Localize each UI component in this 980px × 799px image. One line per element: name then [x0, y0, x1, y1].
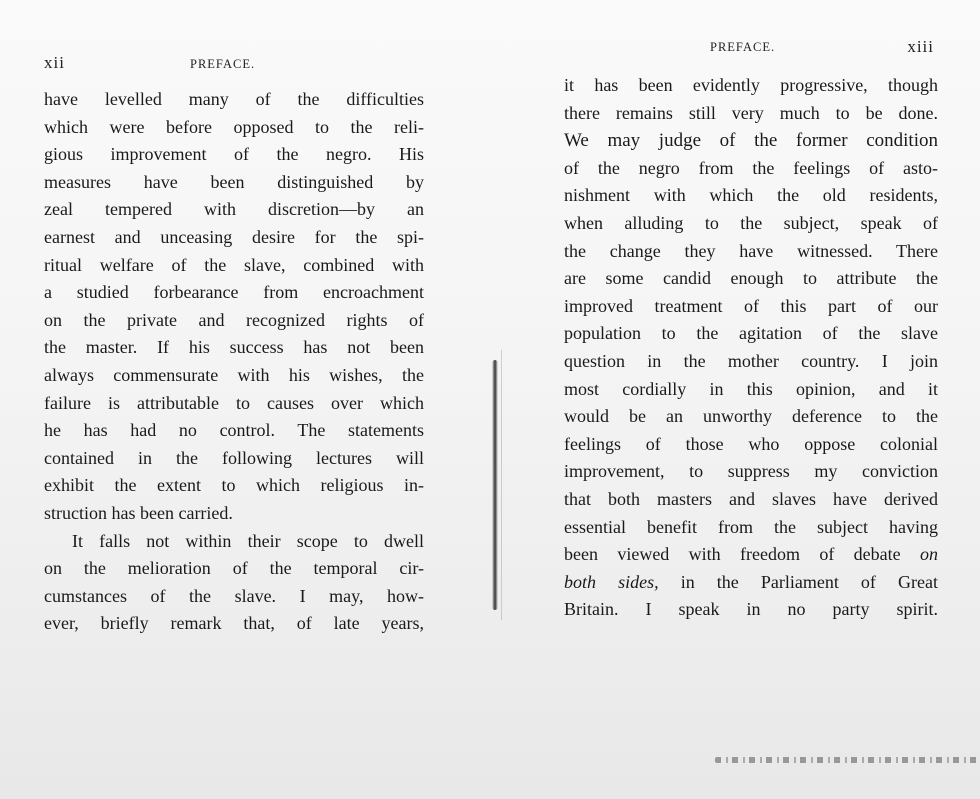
text-line: of the negro from the feelings of asto- [564, 157, 938, 178]
text-line: feelings of those who oppose colonial [564, 433, 938, 454]
text-segment: been viewed with freedom of debate [564, 544, 901, 565]
text-line: the master. If his success has not been [44, 337, 424, 358]
text-line: nishment with which the old residents, [564, 185, 938, 206]
text-line: Britain. I speak in no party spirit. [564, 599, 938, 620]
text-line: most cordially in this opinion, and it [564, 378, 938, 399]
text-line: exhibit the extent to which religious in- [44, 475, 424, 496]
running-head: PREFACE. [190, 57, 256, 71]
page-number: xii [44, 53, 65, 72]
text-line-with-italic [564, 541, 938, 569]
right-page [564, 0, 938, 799]
text-line: improvement, to suppress my conviction [564, 461, 938, 482]
gutter-shadow [501, 350, 502, 620]
text-line: would be an unworthy deference to the [564, 406, 938, 427]
text-line: ever, briefly remark that, of late years, [44, 613, 424, 634]
text-line: We may judge of the former condition [564, 130, 938, 152]
text-line: improved treatment of this part of our [564, 295, 938, 316]
text-line: essential benefit from the subject having [564, 516, 938, 537]
page-body [564, 72, 938, 624]
text-line: it has been evidently progressive, though [564, 75, 938, 95]
page-number: xiii [907, 37, 934, 56]
text-line: there remains still very much to be done. [564, 102, 938, 123]
text-line: gious improvement of the negro. His [44, 144, 424, 165]
text-line: which were before opposed to the reli- [44, 116, 424, 137]
text-line-with-italic [564, 569, 938, 597]
text-line: contained in the following lectures will [44, 447, 424, 468]
left-page [44, 0, 424, 799]
text-line: when alluding to the subject, speak of [564, 212, 938, 233]
text-line: question in the mother country. I join [564, 350, 938, 371]
text-line: struction has been carried. [44, 502, 233, 523]
scan-artifact [715, 757, 980, 763]
book-gutter-fold [492, 360, 498, 610]
text-line: he has had no control. The statements [44, 420, 424, 441]
text-line: zeal tempered with discretion—by an [44, 199, 424, 220]
text-line: cumstances of the slave. I may, how- [44, 585, 424, 606]
italic-text: both sides, [564, 571, 659, 592]
text-line: failure is attributable to causes over which [44, 392, 424, 413]
text-line: on the melioration of the temporal cir- [44, 558, 424, 579]
text-line: the change they have witnessed. There [564, 240, 938, 261]
text-line: ritual welfare of the slave, combined with [44, 254, 424, 275]
text-line: are some candid enough to attribute the [564, 268, 938, 289]
text-line: earnest and unceasing desire for the spi- [44, 226, 424, 247]
running-head: PREFACE. [710, 40, 776, 54]
text-line: measures have been distinguished by [44, 171, 424, 192]
text-line: on the private and recognized rights of [44, 309, 424, 330]
text-line: always commensurate with his wishes, the [44, 364, 424, 385]
italic-text: on [920, 544, 939, 565]
text-line: that both masters and slaves have derived [564, 488, 938, 509]
page-body [44, 86, 424, 638]
text-line: a studied forbearance from encroachment [44, 282, 424, 303]
text-segment: in the Parliament of Great [680, 571, 938, 592]
text-line: have levelled many of the difficulties [44, 89, 424, 109]
text-line: population to the agitation of the slave [564, 323, 938, 344]
paragraph-start-line: It falls not within their scope to dwell [72, 530, 424, 551]
